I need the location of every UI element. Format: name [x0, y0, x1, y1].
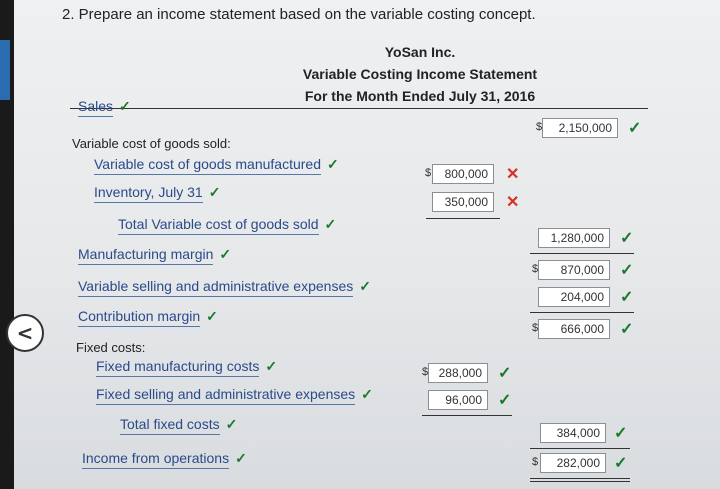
- vcogs-header: Variable cost of goods sold:: [72, 136, 231, 151]
- fixed-mfg-label[interactable]: Fixed manufacturing costs: [96, 358, 259, 377]
- total-fixed-amount-field[interactable]: 384,000: [540, 423, 606, 443]
- fixed-costs-header: Fixed costs:: [76, 340, 146, 355]
- inventory-amount-field[interactable]: 350,000: [432, 192, 494, 212]
- dollar-sign: $: [425, 167, 432, 179]
- dollar-sign: $: [532, 322, 539, 334]
- income-ops-label[interactable]: Income from operations: [82, 450, 229, 469]
- contribution-row[interactable]: [78, 308, 218, 326]
- inventory-row[interactable]: [94, 184, 220, 202]
- dollar-sign: $: [532, 456, 539, 468]
- total-vcogs-label[interactable]: Total Variable cost of goods sold: [118, 216, 319, 235]
- back-button[interactable]: [6, 314, 44, 352]
- check-icon: ✓: [620, 262, 634, 279]
- contribution-amount-field[interactable]: 666,000: [538, 319, 610, 339]
- check-icon: ✓: [614, 425, 628, 442]
- fixed-sell-admin-amount-field[interactable]: 96,000: [428, 390, 488, 410]
- header-rule: [70, 108, 648, 109]
- fixed-sell-admin-label[interactable]: Fixed selling and administrative expenses: [96, 386, 355, 405]
- vcgm-amount-field[interactable]: 800,000: [432, 164, 494, 184]
- check-icon: ✓: [359, 278, 371, 294]
- var-sell-admin-amount-field[interactable]: 204,000: [538, 287, 610, 307]
- total-fixed-label[interactable]: Total fixed costs: [120, 416, 220, 435]
- company-name: YoSan Inc.: [384, 44, 456, 60]
- check-icon: ✓: [327, 156, 339, 172]
- subtotal-rule: [530, 448, 630, 449]
- check-icon: ✓: [324, 216, 337, 232]
- sales-label[interactable]: Sales: [78, 98, 113, 117]
- check-icon: ✓: [208, 184, 221, 200]
- subtotal-rule: [426, 218, 500, 219]
- subtotal-rule: [530, 312, 634, 313]
- check-icon: ✓: [206, 308, 218, 324]
- income-ops-row[interactable]: [82, 450, 247, 468]
- vcgm-row[interactable]: [94, 156, 339, 174]
- question-text: 2. Prepare an income statement based on the variable costing concept.: [62, 6, 536, 23]
- dollar-sign: $: [422, 366, 429, 378]
- statement-period: For the Month Ended July 31, 2016: [304, 88, 536, 104]
- double-rule: [530, 481, 630, 482]
- check-icon: ✓: [628, 120, 642, 137]
- check-icon: ✓: [620, 230, 634, 247]
- check-icon: ✓: [119, 98, 131, 114]
- check-icon: ✓: [265, 358, 278, 374]
- mfg-margin-row[interactable]: [78, 246, 231, 264]
- total-vcogs-amount-field[interactable]: 1,280,000: [538, 228, 610, 248]
- sales-row[interactable]: [78, 98, 131, 116]
- mfg-margin-amount-field[interactable]: 870,000: [538, 260, 610, 280]
- fixed-sell-admin-row[interactable]: [96, 386, 373, 404]
- contribution-label[interactable]: Contribution margin: [78, 308, 200, 327]
- check-icon: ✓: [620, 289, 634, 306]
- fixed-mfg-row[interactable]: [96, 358, 277, 376]
- subtotal-rule: [530, 253, 634, 254]
- statement-title: Variable Costing Income Statement: [302, 66, 538, 82]
- total-fixed-row[interactable]: [120, 416, 237, 434]
- check-icon: ✓: [498, 365, 512, 382]
- check-icon: ✓: [614, 455, 628, 472]
- check-icon: ✓: [225, 416, 238, 432]
- cross-icon: ✕: [506, 194, 520, 211]
- check-icon: ✓: [498, 392, 512, 409]
- subtotal-rule: [422, 415, 512, 416]
- double-rule: [530, 478, 630, 479]
- mfg-margin-label[interactable]: Manufacturing margin: [78, 246, 213, 265]
- total-vcogs-row[interactable]: [118, 216, 336, 234]
- check-icon: ✓: [361, 386, 373, 402]
- side-accent: [0, 40, 10, 100]
- income-ops-amount-field[interactable]: 282,000: [540, 453, 606, 473]
- dollar-sign: $: [536, 121, 543, 133]
- fixed-mfg-amount-field[interactable]: 288,000: [428, 363, 488, 383]
- check-icon: ✓: [620, 321, 634, 338]
- chevron-left-icon: <: [16, 321, 34, 345]
- check-icon: ✓: [235, 450, 247, 466]
- cross-icon: ✕: [506, 166, 520, 183]
- var-sell-admin-row[interactable]: [78, 278, 371, 296]
- sales-amount-field[interactable]: 2,150,000: [542, 118, 618, 138]
- inventory-label[interactable]: Inventory, July 31: [94, 184, 203, 203]
- vcgm-label[interactable]: Variable cost of goods manufactured: [94, 156, 321, 175]
- dollar-sign: $: [532, 263, 539, 275]
- var-sell-admin-label[interactable]: Variable selling and administrative expenses: [78, 278, 353, 297]
- check-icon: ✓: [219, 246, 232, 262]
